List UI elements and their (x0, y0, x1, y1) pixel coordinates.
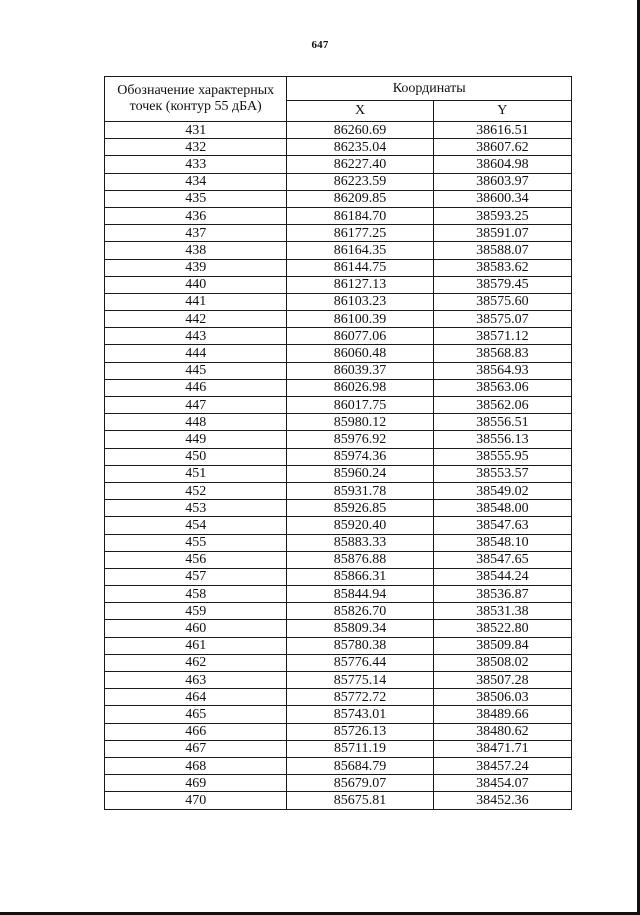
x-coordinate-cell: 86209.85 (287, 190, 433, 207)
y-coordinate-cell: 38544.24 (433, 568, 571, 585)
table-row (105, 654, 572, 671)
point-number-cell: 450 (105, 448, 287, 465)
y-coordinate-cell: 38507.28 (433, 672, 571, 689)
x-coordinate-cell: 85866.31 (287, 568, 433, 585)
table-row (105, 775, 572, 792)
x-coordinate-cell: 85931.78 (287, 482, 433, 499)
x-coordinate-cell: 85920.40 (287, 517, 433, 534)
point-number-cell: 468 (105, 757, 287, 774)
y-coordinate-cell: 38522.80 (433, 620, 571, 637)
y-coordinate-cell: 38508.02 (433, 654, 571, 671)
point-designation-header: Обозначение характерных точек (контур 55 дБА) (105, 77, 287, 122)
point-number-cell: 469 (105, 775, 287, 792)
x-coordinate-cell: 86077.06 (287, 328, 433, 345)
point-number-cell: 461 (105, 637, 287, 654)
y-coordinate-cell: 38457.24 (433, 757, 571, 774)
table-row (105, 190, 572, 207)
point-number-cell: 466 (105, 723, 287, 740)
table-row (105, 173, 572, 190)
coordinates-table (104, 76, 572, 810)
y-coordinate-cell: 38549.02 (433, 482, 571, 499)
y-coordinate-cell: 38531.38 (433, 603, 571, 620)
point-number-cell: 456 (105, 551, 287, 568)
y-coordinate-cell: 38579.45 (433, 276, 571, 293)
point-number-cell: 459 (105, 603, 287, 620)
point-number-cell: 463 (105, 672, 287, 689)
table-row (105, 122, 572, 139)
point-number-cell: 438 (105, 242, 287, 259)
y-coordinate-cell: 38548.00 (433, 500, 571, 517)
y-coordinate-cell: 38480.62 (433, 723, 571, 740)
x-coordinate-cell: 85726.13 (287, 723, 433, 740)
point-number-cell: 437 (105, 225, 287, 242)
point-number-cell: 453 (105, 500, 287, 517)
table-row (105, 293, 572, 310)
x-coordinate-cell: 85809.34 (287, 620, 433, 637)
point-number-cell: 451 (105, 465, 287, 482)
x-coordinate-cell: 86039.37 (287, 362, 433, 379)
table-row (105, 603, 572, 620)
x-coordinate-cell: 86177.25 (287, 225, 433, 242)
x-coordinate-cell: 86060.48 (287, 345, 433, 362)
y-coordinate-cell: 38607.62 (433, 139, 571, 156)
table-row (105, 397, 572, 414)
x-coordinate-cell: 85980.12 (287, 414, 433, 431)
table-row (105, 242, 572, 259)
point-number-cell: 452 (105, 482, 287, 499)
x-coordinate-cell: 85684.79 (287, 757, 433, 774)
y-coordinate-cell: 38556.51 (433, 414, 571, 431)
y-coordinate-cell: 38588.07 (433, 242, 571, 259)
point-number-cell: 448 (105, 414, 287, 431)
table-row (105, 345, 572, 362)
y-coordinate-cell: 38591.07 (433, 225, 571, 242)
x-coordinate-cell: 85883.33 (287, 534, 433, 551)
x-coordinate-cell: 86103.23 (287, 293, 433, 310)
table-row (105, 207, 572, 224)
table-row (105, 362, 572, 379)
point-number-cell: 440 (105, 276, 287, 293)
point-number-cell: 454 (105, 517, 287, 534)
y-coordinate-cell: 38564.93 (433, 362, 571, 379)
table-row (105, 448, 572, 465)
y-coordinate-cell: 38547.65 (433, 551, 571, 568)
page-number: 647 (311, 39, 329, 51)
y-coordinate-cell: 38583.62 (433, 259, 571, 276)
point-number-cell: 465 (105, 706, 287, 723)
table-row (105, 637, 572, 654)
point-number-cell: 442 (105, 311, 287, 328)
x-coordinate-cell: 86260.69 (287, 122, 433, 139)
table-row (105, 276, 572, 293)
y-coordinate-cell: 38593.25 (433, 207, 571, 224)
table-row (105, 723, 572, 740)
table-row (105, 465, 572, 482)
x-coordinate-cell: 85775.14 (287, 672, 433, 689)
point-number-cell: 439 (105, 259, 287, 276)
table-row (105, 706, 572, 723)
y-coordinate-cell: 38603.97 (433, 173, 571, 190)
x-coordinate-cell: 86223.59 (287, 173, 433, 190)
point-number-cell: 435 (105, 190, 287, 207)
x-coordinate-cell: 85974.36 (287, 448, 433, 465)
x-coordinate-cell: 85776.44 (287, 654, 433, 671)
table-row (105, 328, 572, 345)
point-number-cell: 457 (105, 568, 287, 585)
table-row (105, 568, 572, 585)
x-coordinate-cell: 86026.98 (287, 379, 433, 396)
point-number-cell: 443 (105, 328, 287, 345)
x-coordinate-cell: 85844.94 (287, 586, 433, 603)
table-row (105, 379, 572, 396)
y-coordinate-cell: 38489.66 (433, 706, 571, 723)
y-coordinate-cell: 38556.13 (433, 431, 571, 448)
table-row (105, 139, 572, 156)
x-coordinate-cell: 85826.70 (287, 603, 433, 620)
point-number-cell: 455 (105, 534, 287, 551)
point-number-cell: 470 (105, 792, 287, 809)
table-row (105, 757, 572, 774)
y-coordinate-cell: 38553.57 (433, 465, 571, 482)
x-coordinate-cell: 85780.38 (287, 637, 433, 654)
table-row (105, 672, 572, 689)
table-row (105, 620, 572, 637)
x-coordinate-cell: 85976.92 (287, 431, 433, 448)
coordinates-header: Координаты (287, 77, 572, 101)
point-number-cell: 445 (105, 362, 287, 379)
x-coordinate-cell: 86144.75 (287, 259, 433, 276)
table-body (105, 122, 572, 810)
point-number-cell: 441 (105, 293, 287, 310)
y-coordinate-cell: 38575.07 (433, 311, 571, 328)
x-coordinate-cell: 85960.24 (287, 465, 433, 482)
y-coordinate-cell: 38571.12 (433, 328, 571, 345)
y-coordinate-cell: 38575.60 (433, 293, 571, 310)
point-number-cell: 432 (105, 139, 287, 156)
point-number-cell: 444 (105, 345, 287, 362)
y-coordinate-cell: 38555.95 (433, 448, 571, 465)
y-coordinate-cell: 38547.63 (433, 517, 571, 534)
table-row (105, 414, 572, 431)
y-coordinate-cell: 38563.06 (433, 379, 571, 396)
y-coordinate-cell: 38568.83 (433, 345, 571, 362)
table-row (105, 225, 572, 242)
x-coordinate-cell: 85743.01 (287, 706, 433, 723)
table-row (105, 311, 572, 328)
point-number-cell: 431 (105, 122, 287, 139)
table-row (105, 689, 572, 706)
point-number-cell: 447 (105, 397, 287, 414)
x-coordinate-cell: 85876.88 (287, 551, 433, 568)
table-row (105, 792, 572, 809)
x-coordinate-cell: 86235.04 (287, 139, 433, 156)
point-number-cell: 449 (105, 431, 287, 448)
table-row (105, 482, 572, 499)
table-row (105, 517, 572, 534)
point-number-cell: 436 (105, 207, 287, 224)
y-coordinate-cell: 38509.84 (433, 637, 571, 654)
point-number-cell: 458 (105, 586, 287, 603)
y-header: Y (433, 101, 571, 122)
y-coordinate-cell: 38604.98 (433, 156, 571, 173)
x-coordinate-cell: 85711.19 (287, 740, 433, 757)
table-row (105, 534, 572, 551)
table-row (105, 551, 572, 568)
y-coordinate-cell: 38562.06 (433, 397, 571, 414)
x-coordinate-cell: 85675.81 (287, 792, 433, 809)
x-header: X (287, 101, 433, 122)
y-coordinate-cell: 38471.71 (433, 740, 571, 757)
x-coordinate-cell: 85772.72 (287, 689, 433, 706)
point-number-cell: 460 (105, 620, 287, 637)
table-row (105, 586, 572, 603)
table-row (105, 259, 572, 276)
point-number-cell: 446 (105, 379, 287, 396)
table-row (105, 500, 572, 517)
x-coordinate-cell: 85926.85 (287, 500, 433, 517)
table-row (105, 156, 572, 173)
table-row (105, 431, 572, 448)
y-coordinate-cell: 38506.03 (433, 689, 571, 706)
point-number-cell: 434 (105, 173, 287, 190)
x-coordinate-cell: 86184.70 (287, 207, 433, 224)
x-coordinate-cell: 86100.39 (287, 311, 433, 328)
table-row (105, 740, 572, 757)
point-number-cell: 467 (105, 740, 287, 757)
point-number-cell: 464 (105, 689, 287, 706)
x-coordinate-cell: 86017.75 (287, 397, 433, 414)
y-coordinate-cell: 38616.51 (433, 122, 571, 139)
y-coordinate-cell: 38536.87 (433, 586, 571, 603)
x-coordinate-cell: 85679.07 (287, 775, 433, 792)
x-coordinate-cell: 86127.13 (287, 276, 433, 293)
x-coordinate-cell: 86164.35 (287, 242, 433, 259)
y-coordinate-cell: 38600.34 (433, 190, 571, 207)
y-coordinate-cell: 38452.36 (433, 792, 571, 809)
point-number-cell: 462 (105, 654, 287, 671)
y-coordinate-cell: 38548.10 (433, 534, 571, 551)
x-coordinate-cell: 86227.40 (287, 156, 433, 173)
y-coordinate-cell: 38454.07 (433, 775, 571, 792)
point-number-cell: 433 (105, 156, 287, 173)
